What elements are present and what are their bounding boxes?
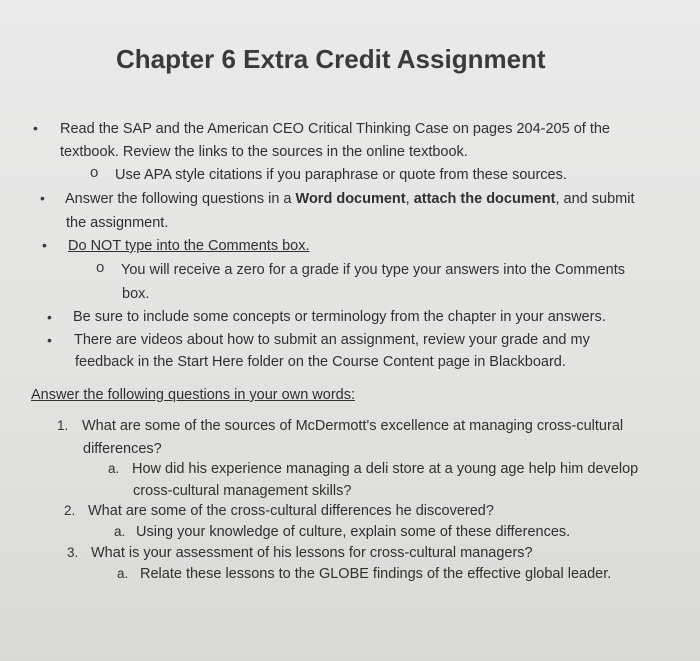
bullet-2-text-a: Answer the following questions in a: [65, 191, 296, 207]
question-2-line-1: What are some of the cross-cultural differences he discovered?: [88, 503, 494, 519]
question-1-line-2: differences?: [83, 441, 162, 457]
bullet-3-line-1: Do NOT type into the Comments box.: [68, 238, 310, 254]
sub-question-letter: a.: [114, 524, 126, 539]
question-1-line-1: What are some of the sources of McDermott's excellence at managing cross-cultural: [82, 418, 624, 434]
bullet-1-line-2: textbook. Review the links to the sources in the online textbook.: [60, 144, 468, 160]
bullet-icon: •: [42, 237, 47, 253]
bullet-2-text-c: , and submit: [555, 191, 635, 207]
page-title: Chapter 6 Extra Credit Assignment: [116, 44, 546, 74]
bullet-2-line-1: [65, 189, 634, 209]
bullet-1-sub-item: Use APA style citations if you paraphrase or quote from these sources.: [115, 167, 567, 183]
bullet-2-line-2: the assignment.: [66, 215, 169, 231]
bullet-icon: •: [47, 309, 52, 325]
bullet-2-bold-word-document: Word document: [295, 191, 406, 207]
question-number: 3.: [67, 545, 79, 560]
bullet-5-line-1: There are videos about how to submit an assignment, review your grade and my: [74, 332, 590, 348]
bullet-icon: •: [40, 190, 45, 206]
question-3a-line-1: Relate these lessons to the GLOBE findings of the effective global leader.: [140, 566, 612, 582]
question-number: 2.: [64, 503, 76, 518]
sub-question-letter: a.: [108, 461, 120, 476]
bullet-5-line-2: feedback in the Start Here folder on the Course Content page in Blackboard.: [75, 354, 566, 370]
bullet-2-text-b: ,: [405, 191, 414, 207]
question-1a-line-1: How did his experience managing a deli store at a young age help him develop: [132, 461, 639, 477]
question-1a-line-2: cross-cultural management skills?: [133, 483, 352, 499]
bullet-3-sub-line-2: box.: [122, 286, 150, 302]
sub-bullet-icon: o: [96, 259, 105, 276]
sub-bullet-icon: o: [90, 164, 99, 181]
question-number: 1.: [57, 418, 69, 433]
questions-heading: Answer the following questions in your own words:: [31, 387, 355, 403]
bullet-3-sub-line-1: You will receive a zero for a grade if you type your answers into the Comments: [121, 262, 625, 278]
bullet-2-bold-attach: attach the document: [413, 191, 556, 207]
bullet-icon: •: [33, 120, 38, 136]
question-3-line-1: What is your assessment of his lessons for cross-cultural managers?: [91, 545, 533, 561]
sub-question-letter: a.: [117, 566, 129, 581]
question-2a-line-1: Using your knowledge of culture, explain some of these differences.: [136, 524, 571, 540]
bullet-4-line-1: Be sure to include some concepts or terminology from the chapter in your answers.: [73, 309, 606, 325]
bullet-icon: •: [47, 332, 52, 348]
bullet-1-line-1: Read the SAP and the American CEO Critical Thinking Case on pages 204-205 of the: [60, 121, 610, 137]
